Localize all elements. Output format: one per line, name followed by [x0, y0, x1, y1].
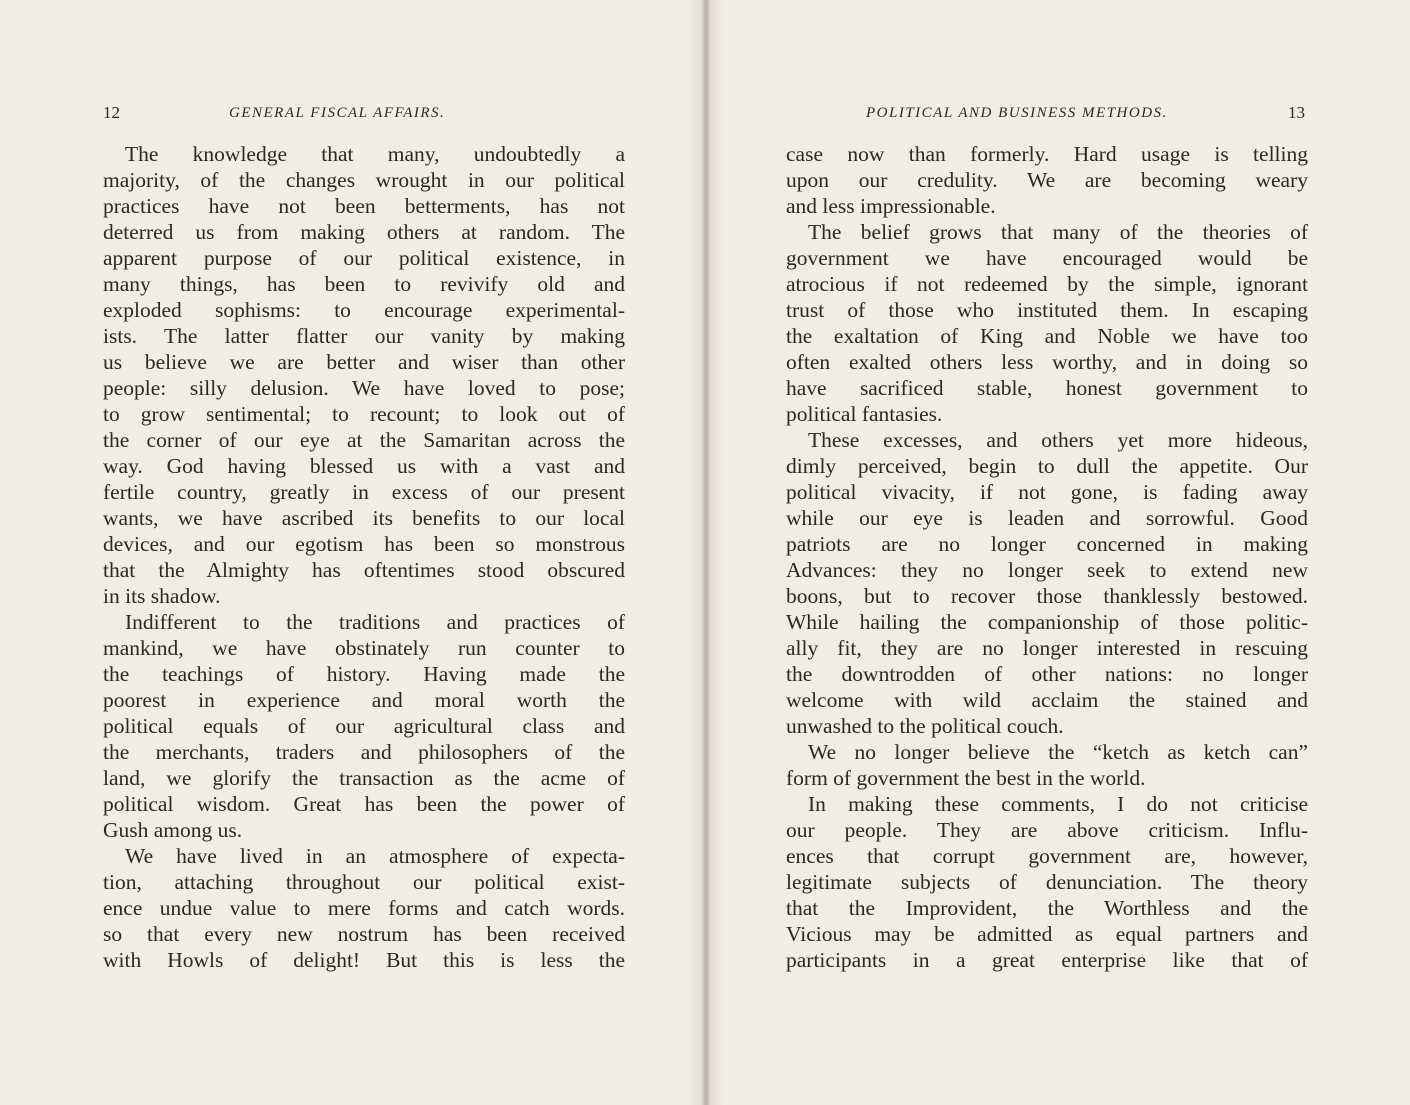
- text-line: ences that corrupt government are, however,: [786, 844, 1308, 868]
- right-page-header: [706, 101, 1410, 125]
- text-line: the merchants, traders and philosophers of the: [103, 740, 625, 764]
- text-line: political wisdom. Great has been the power of: [103, 792, 625, 816]
- text-line: dimly perceived, begin to dull the appetite. Our: [786, 454, 1308, 478]
- text-line: land, we glorify the transaction as the acme of: [103, 766, 625, 790]
- text-line: in its shadow.: [103, 584, 221, 608]
- text-line: unwashed to the political couch.: [786, 714, 1064, 738]
- text-line: political fantasies.: [786, 402, 943, 426]
- text-line: boons, but to recover those thanklessly bestowed.: [786, 584, 1308, 608]
- book-gutter: [688, 0, 724, 1105]
- text-line: government we have encouraged would be: [786, 246, 1308, 270]
- text-line: the downtrodden of other nations: no longer: [786, 662, 1308, 686]
- text-line: patriots are no longer concerned in making: [786, 532, 1308, 556]
- right-page-number: 13: [1288, 103, 1305, 122]
- text-line: the teachings of history. Having made the: [103, 662, 625, 686]
- text-line: case now than formerly. Hard usage is telling: [786, 142, 1308, 166]
- left-page-body: [103, 141, 625, 973]
- text-line: that the Almighty has oftentimes stood obscured: [103, 558, 625, 582]
- text-line: The knowledge that many, undoubtedly a: [125, 142, 625, 166]
- text-line: deterred us from making others at random. The: [103, 220, 625, 244]
- text-line: to grow sentimental; to recount; to look out of: [103, 402, 625, 426]
- right-running-title: POLITICAL AND BUSINESS METHODS.: [866, 105, 1168, 121]
- text-line: mankind, we have obstinately run counter to: [103, 636, 625, 660]
- text-line: ence undue value to mere forms and catch words.: [103, 896, 625, 920]
- text-line: Indifferent to the traditions and practices of: [125, 610, 625, 634]
- text-line: ally fit, they are no longer interested in rescuing: [786, 636, 1308, 660]
- text-line: apparent purpose of our political existence, in: [103, 246, 625, 270]
- text-line: poorest in experience and moral worth the: [103, 688, 625, 712]
- text-line: many things, has been to revivify old and: [103, 272, 625, 296]
- text-line: way. God having blessed us with a vast and: [103, 454, 625, 478]
- text-line: These excesses, and others yet more hideous,: [808, 428, 1308, 452]
- text-line: while our eye is leaden and sorrowful. Good: [786, 506, 1308, 530]
- text-line: political equals of our agricultural class and: [103, 714, 625, 738]
- text-line: wants, we have ascribed its benefits to our local: [103, 506, 625, 530]
- text-line: Gush among us.: [103, 818, 243, 842]
- text-line: our people. They are above criticism. Influ-: [786, 818, 1308, 842]
- text-line: We no longer believe the “ketch as ketch can”: [808, 740, 1308, 764]
- text-line: devices, and our egotism has been so monstrous: [103, 532, 625, 556]
- text-line: and less impressionable.: [786, 194, 996, 218]
- text-line: atrocious if not redeemed by the simple, ignorant: [786, 272, 1308, 296]
- text-line: trust of those who instituted them. In escaping: [786, 298, 1308, 322]
- left-running-title: GENERAL FISCAL AFFAIRS.: [229, 105, 446, 121]
- text-line: people: silly delusion. We have loved to pose;: [103, 376, 625, 400]
- text-line: upon our credulity. We are becoming weary: [786, 168, 1308, 192]
- text-line: In making these comments, I do not criticise: [808, 792, 1308, 816]
- text-line: legitimate subjects of denunciation. The theory: [786, 870, 1308, 894]
- right-page-body: [786, 141, 1308, 973]
- text-line: often exalted others less worthy, and in doing so: [786, 350, 1308, 374]
- text-line: the exaltation of King and Noble we have too: [786, 324, 1308, 348]
- text-line: participants in a great enterprise like that of: [786, 948, 1308, 972]
- right-page: [706, 0, 1410, 1105]
- text-line: Advances: they no longer seek to extend new: [786, 558, 1308, 582]
- text-line: Vicious may be admitted as equal partners and: [786, 922, 1308, 946]
- text-line: While hailing the companionship of those politic-: [786, 610, 1308, 634]
- text-line: the corner of our eye at the Samaritan across the: [103, 428, 625, 452]
- text-line: welcome with wild acclaim the stained and: [786, 688, 1308, 712]
- text-line: tion, attaching throughout our political exist-: [103, 870, 625, 894]
- text-line: political vivacity, if not gone, is fading away: [786, 480, 1308, 504]
- text-line: us believe we are better and wiser than other: [103, 350, 625, 374]
- text-line: exploded sophisms: to encourage experimental-: [103, 298, 625, 322]
- text-line: with Howls of delight! But this is less the: [103, 948, 625, 972]
- text-line: form of government the best in the world.: [786, 766, 1146, 790]
- text-line: fertile country, greatly in excess of our present: [103, 480, 625, 504]
- left-page-header: [0, 101, 706, 125]
- text-line: so that every new nostrum has been received: [103, 922, 625, 946]
- text-line: have sacrificed stable, honest government to: [786, 376, 1308, 400]
- text-line: We have lived in an atmosphere of expecta-: [125, 844, 625, 868]
- text-line: that the Improvident, the Worthless and the: [786, 896, 1308, 920]
- text-line: majority, of the changes wrought in our political: [103, 168, 625, 192]
- left-page-number: 12: [103, 103, 120, 122]
- text-line: The belief grows that many of the theories of: [808, 220, 1308, 244]
- text-line: ists. The latter flatter our vanity by making: [103, 324, 625, 348]
- text-line: practices have not been betterments, has not: [103, 194, 625, 218]
